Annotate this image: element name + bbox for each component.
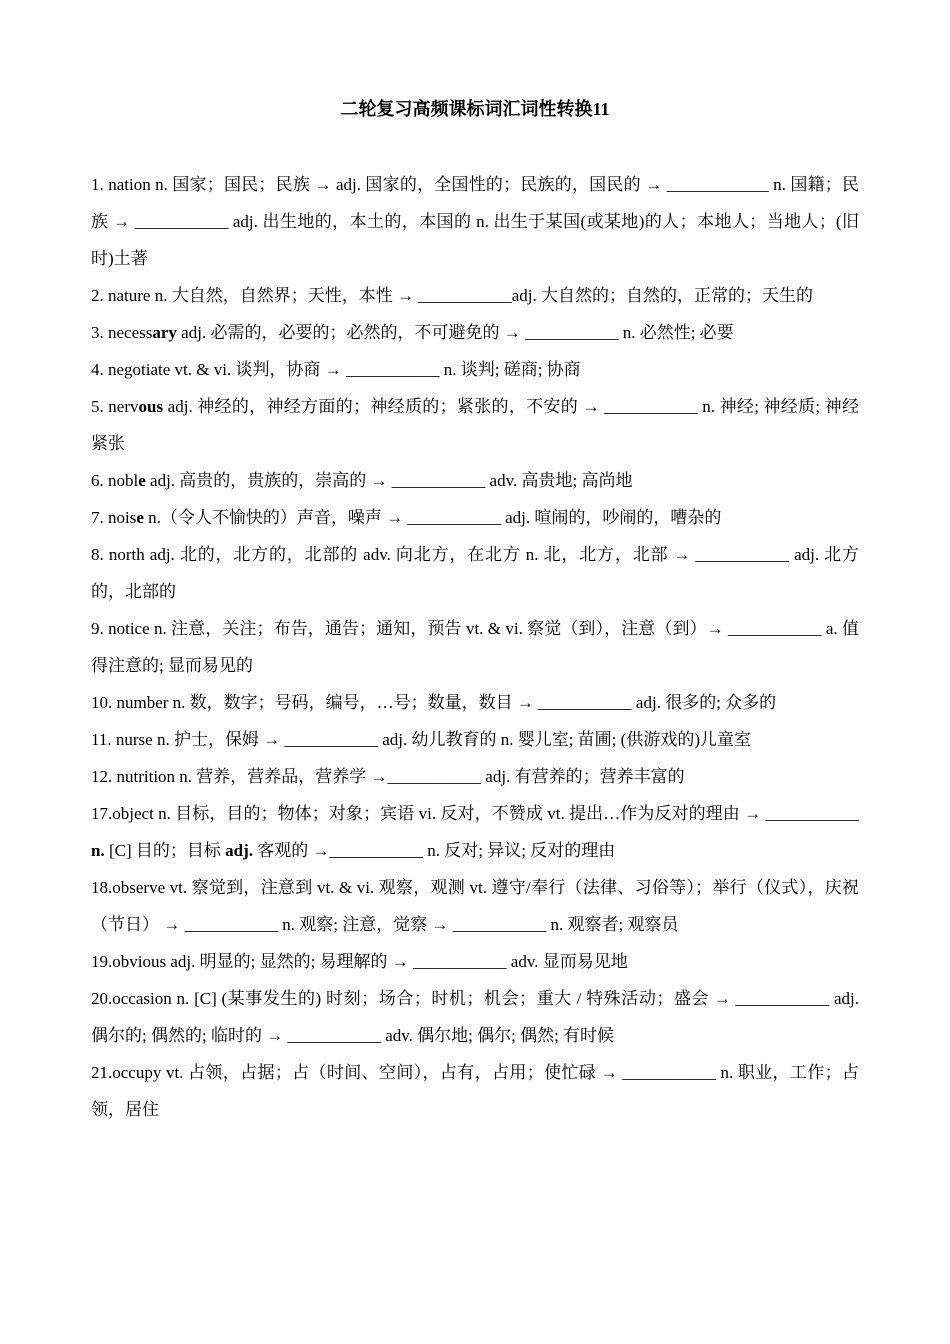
item-bold-pos: n.	[91, 841, 105, 860]
item-text: 3. necess	[91, 323, 153, 342]
page-title: 二轮复习高频课标词汇词性转换11	[340, 99, 610, 119]
list-item: 2. nature n. 大自然，自然界；天性，本性 → ___________adj. 大自然的；自然的，正常的；天生的	[91, 286, 813, 305]
item-text: [C] 目的；目标	[104, 841, 226, 860]
list-item: 4. negotiate vt. & vi. 谈判，协商 → ___________ n. 谈判; 磋商; 协商	[91, 360, 581, 379]
item-bold-suffix: e	[138, 471, 146, 490]
item-bold-suffix: ary	[152, 323, 177, 342]
list-item: 19.obvious adj. 明显的; 显然的; 易理解的 → ___________ adv. 显而易见地	[91, 952, 628, 971]
list-item: 21.occupy vt. 占领，占据；占（时间、空间），占有，占用；使忙碌 → ___________ n. 职业，工作；占领，居住	[91, 1063, 859, 1119]
item-text: n.（令人不愉快的）声音，噪声 → ___________ adj. 喧闹的，吵闹的，嘈杂的	[143, 508, 722, 527]
list-item: 12. nutrition n. 营养，营养品，营养学 →___________ adj. 有营养的；营养丰富的	[91, 767, 685, 786]
item-text: 6. nobl	[91, 471, 139, 490]
item-text: 7. nois	[91, 508, 137, 527]
item-bold-suffix: ous	[138, 397, 164, 416]
list-item: 18.observe vt. 察觉到，注意到 vt. & vi. 观察，观测 vt. 遵守/奉行（法律、习俗等）；举行（仪式），庆祝（节日） → ___________ n. 观察; 注意，觉察 → ___________ n. 观察者; 观察员	[91, 878, 859, 934]
list-item: 10. number n. 数，数字；号码，编号，…号；数量，数目 → ___________ adj. 很多的; 众多的	[91, 693, 777, 712]
item-text: adj. 必需的，必要的；必然的，不可避免的 → ___________ n. 必然性; 必要	[176, 323, 734, 342]
item-bold-suffix: e	[136, 508, 144, 527]
item-text: 17.object n. 目标，目的；物体；对象；宾语 vi. 反对，不赞成 vt. 提出…作为反对的理由 → ___________	[91, 804, 859, 823]
item-text: 5. nerv	[91, 397, 139, 416]
list-item: 9. notice n. 注意，关注；布告，通告；通知，预告 vt. & vi. 察觉（到），注意（到）→ ___________ a. 值得注意的; 显而易见的	[91, 619, 859, 675]
list-item	[91, 499, 859, 536]
list-item: 20.occasion n. [C] (某事发生的) 时刻；场合；时机；机会；重大 / 特殊活动；盛会 → ___________ adj. 偶尔的; 偶然的; 临时的 → ___________ adv. 偶尔地; 偶尔; 偶然; 有时候	[91, 989, 859, 1045]
item-bold-pos: adj.	[225, 841, 254, 860]
item-text: 客观的 →___________ n. 反对; 异议; 反对的理由	[253, 841, 616, 860]
item-text: adj. 高贵的，贵族的，崇高的 → ___________ adv. 高贵地; 高尚地	[145, 471, 633, 490]
list-item: 8. north adj. 北的，北方的，北部的 adv. 向北方，在北方 n. 北，北方，北部 → ___________ adj. 北方的，北部的	[91, 545, 859, 601]
list-item: 11. nurse n. 护士，保姆 → ___________ adj. 幼儿教育的 n. 婴儿室; 苗圃; (供游戏的)儿童室	[91, 730, 751, 749]
list-item	[91, 314, 859, 351]
list-item	[91, 462, 859, 499]
list-item: 1. nation n. 国家；国民；民族 → adj. 国家的，全国性的；民族的，国民的 → ____________ n. 国籍；民族 → ___________ adj. 出生地的，本土的，本国的 n. 出生于某国(或某地)的人；本地人；当地人；(旧时)土著	[91, 175, 859, 268]
list-item	[91, 388, 859, 462]
list-item	[91, 795, 859, 869]
item-text: adj. 神经的，神经方面的；神经质的；紧张的，不安的 → ___________ n. 神经; 神经质; 神经紧张	[91, 397, 859, 453]
word-list	[91, 166, 859, 1128]
